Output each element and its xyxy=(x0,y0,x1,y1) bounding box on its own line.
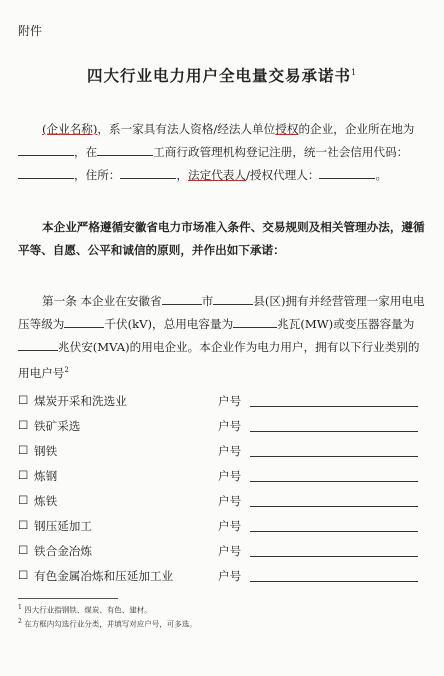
registration-authority-blank[interactable] xyxy=(97,142,153,156)
article-one-paragraph: 第一条 本企业在安徽省 市 县(区)拥有并经营管理一家用电电压等级为 千伏(kV)，总用电容量为 兆瓦(MW)或变压器容量为兆伏安(MVA)的用电企业。本企业作为电力用户，拥有以下行业类别的用电户号$^2$ xyxy=(18,290,428,385)
footnote-1: $^1$ 四大行业指钢铁、煤炭、有色、建材。 xyxy=(18,604,152,615)
industry-list xyxy=(18,390,428,590)
commitment-intro: 本企业严格遵循安徽省电力市场准入条件、交易规则及相关管理办法，遵循平等、自愿、公平和诚信的原则，并作出如下承诺： xyxy=(18,220,425,257)
industry-checkbox[interactable]: ☐ xyxy=(18,418,29,432)
account-label: 户号 xyxy=(218,419,242,433)
company-name-placeholder: (企业名称) xyxy=(42,122,98,136)
industry-checkbox[interactable]: ☐ xyxy=(18,518,29,532)
account-number-blank[interactable] xyxy=(250,431,418,432)
industry-name: 炼铁 xyxy=(34,494,58,508)
county-blank[interactable] xyxy=(213,291,253,305)
account-number-blank[interactable] xyxy=(250,581,418,582)
industry-row xyxy=(18,565,428,590)
industry-checkbox[interactable]: ☐ xyxy=(18,568,29,582)
industry-name: 钢压延加工 xyxy=(34,519,92,533)
city-blank[interactable] xyxy=(162,291,202,305)
industry-checkbox[interactable]: ☐ xyxy=(18,493,29,507)
industry-checkbox[interactable]: ☐ xyxy=(18,443,29,457)
account-label: 户号 xyxy=(218,469,242,483)
account-number-blank[interactable] xyxy=(250,481,418,482)
account-label: 户号 xyxy=(218,444,242,458)
title-footnote-mark: 1 xyxy=(350,67,358,77)
document-title xyxy=(0,64,444,86)
representative-blank[interactable] xyxy=(319,165,375,179)
industry-row xyxy=(18,465,428,490)
account-number-blank[interactable] xyxy=(250,406,418,407)
account-label: 户号 xyxy=(218,494,242,508)
attachment-label: 附件 xyxy=(18,24,43,38)
industry-name: 钢铁 xyxy=(34,444,58,458)
account-number-blank[interactable] xyxy=(250,456,418,457)
company-info-paragraph: (企业名称)，系一家具有法人资格/经法人单位授权的企业，企业所在地为，在 工商行政管理机构登记注册，统一社会信用代码：，住所： ，法定代表人/授权代理人： 。 xyxy=(18,118,428,187)
account-label: 户号 xyxy=(218,519,242,533)
industry-row xyxy=(18,440,428,465)
account-label: 户号 xyxy=(218,394,242,408)
industry-checkbox[interactable]: ☐ xyxy=(18,393,29,407)
legal-rep-text: 法定代表人 xyxy=(188,168,246,182)
account-number-blank[interactable] xyxy=(250,556,418,557)
footnote-rule xyxy=(18,598,118,599)
industry-name: 有色金属冶炼和压延加工业 xyxy=(34,569,174,583)
industry-row xyxy=(18,540,428,565)
industry-row xyxy=(18,490,428,515)
industry-name: 炼钢 xyxy=(34,469,58,483)
authorized-text: 授权 xyxy=(275,122,299,136)
location-blank[interactable] xyxy=(18,142,74,156)
credit-code-blank[interactable] xyxy=(18,165,74,179)
address-blank[interactable] xyxy=(120,165,176,179)
account-label: 户号 xyxy=(218,544,242,558)
capacity-mva-blank[interactable] xyxy=(18,337,58,351)
account-label: 户号 xyxy=(218,569,242,583)
voltage-blank[interactable] xyxy=(64,314,104,328)
industry-checkbox[interactable]: ☐ xyxy=(18,543,29,557)
account-number-blank[interactable] xyxy=(250,531,418,532)
industry-row xyxy=(18,515,428,540)
industry-name: 铁合金冶炼 xyxy=(34,544,92,558)
industry-name: 煤炭开采和洗选业 xyxy=(34,394,127,408)
industry-checkbox[interactable]: ☐ xyxy=(18,468,29,482)
article-footnote-mark: 2 xyxy=(64,366,69,374)
capacity-mw-blank[interactable] xyxy=(233,314,277,328)
industry-row xyxy=(18,415,428,440)
industry-row xyxy=(18,390,428,415)
title-text: 四大行业电力用户全电量交易承诺书 xyxy=(86,66,351,85)
account-number-blank[interactable] xyxy=(250,506,418,507)
industry-name: 铁矿采选 xyxy=(34,419,81,433)
footnote-2: $^2$ 在方框内勾选行业分类，并填写对应户号，可多选。 xyxy=(18,618,197,629)
